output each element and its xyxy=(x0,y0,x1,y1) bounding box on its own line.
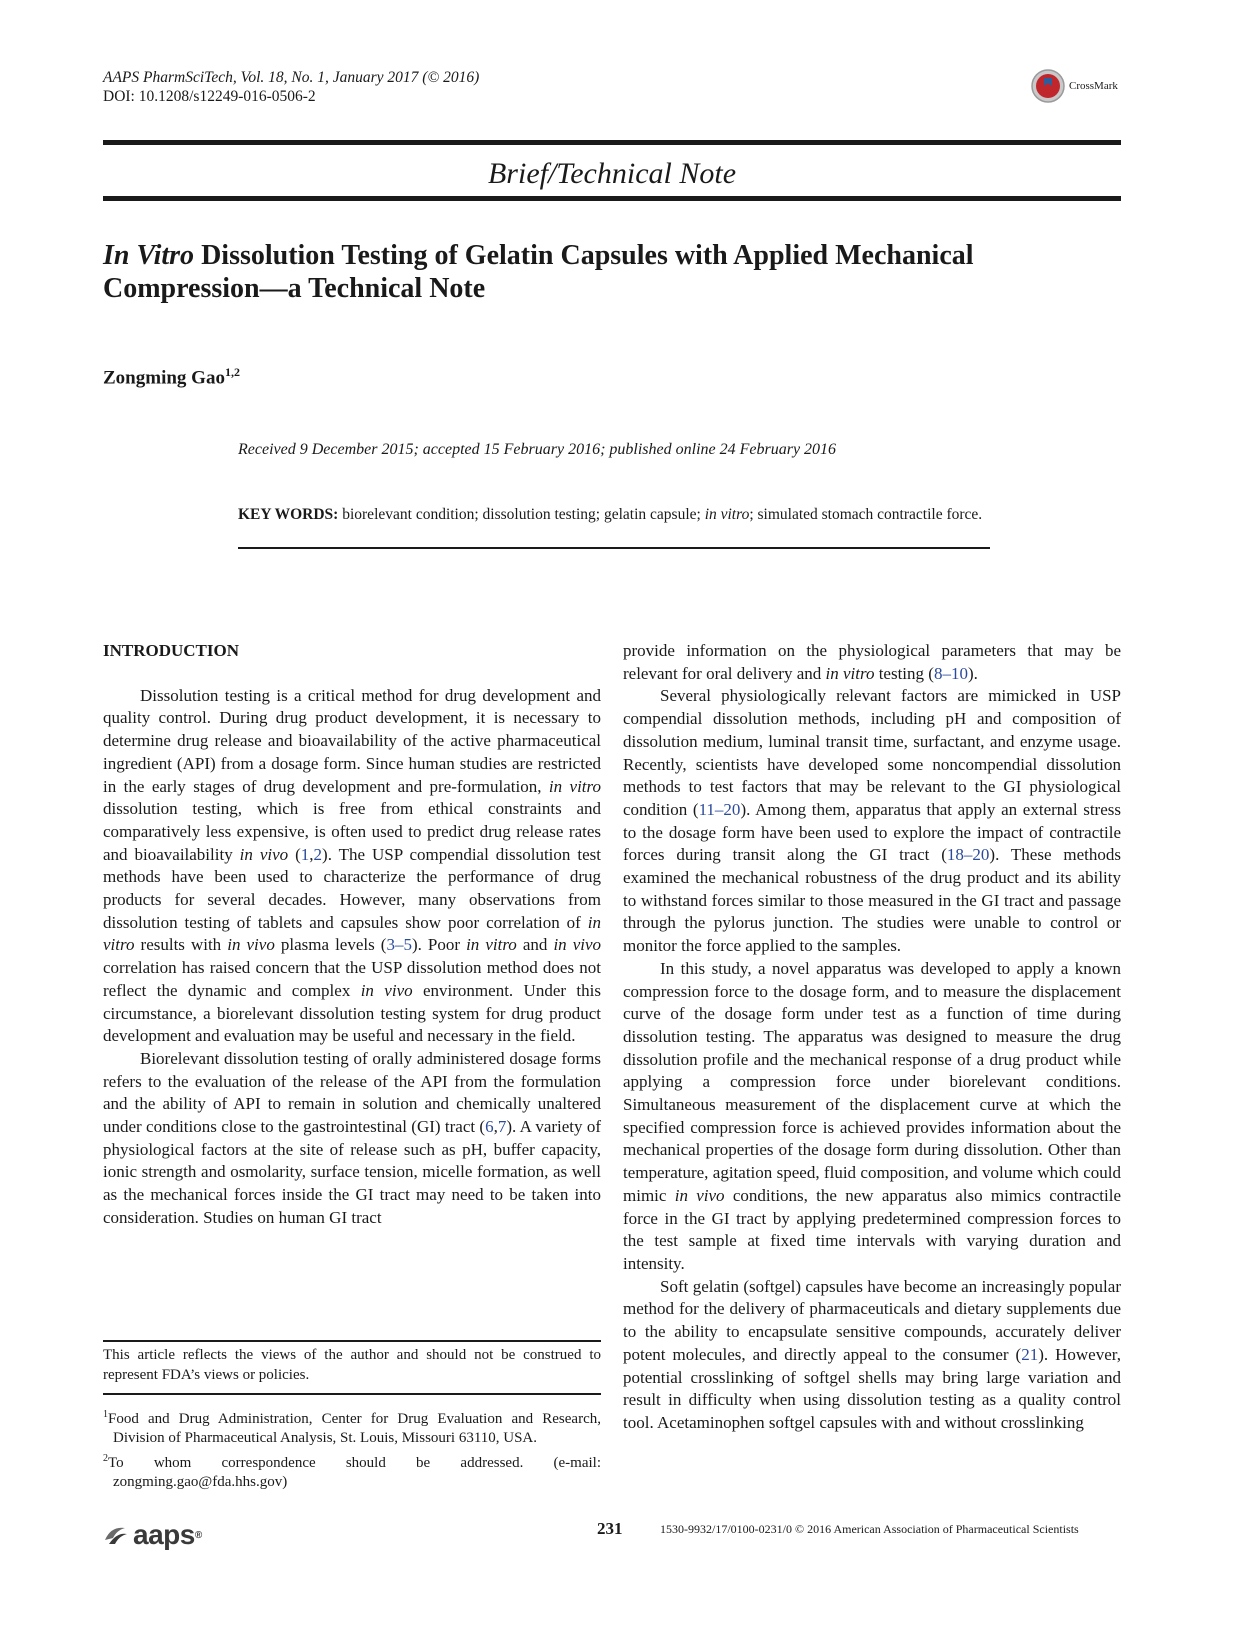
article-title xyxy=(103,239,1083,305)
text-run: ). However, potential crosslinking of softgel shells may bring large variation and result in difficulty when using dissolution testing as a quality control tool. Acetaminophen softgel capsules with and without crosslinking xyxy=(623,1344,1122,1432)
text-run: environment. Under this circumstance, a biorelevant dissolution testing system for drug product development and evaluation may be useful and necessary in the field. xyxy=(103,980,601,1046)
keywords-rule xyxy=(238,547,990,549)
left-column xyxy=(103,640,601,1230)
page-number: 231 xyxy=(597,1519,623,1538)
italic-text: in vivo xyxy=(553,935,602,955)
citation-link[interactable]: 2 xyxy=(313,844,323,864)
text-run: ). Poor xyxy=(411,935,467,955)
author-affiliation: 1,2 xyxy=(224,365,240,379)
keywords xyxy=(238,505,990,524)
text-run: Biorelevant dissolution testing of orally administered dosage forms refers to the evaluation of the release of the API from the formulation and the ability of API to remain in solution and chemically unaltered under conditions close to the gastrointestinal (GI) tract ( xyxy=(103,1048,601,1137)
paragraph xyxy=(623,1276,1121,1435)
citation-link[interactable]: 8–10 xyxy=(933,663,968,683)
keywords-text-italic: in vitro xyxy=(704,506,750,523)
text-run: testing ( xyxy=(874,663,934,683)
article-dates: Received 9 December 2015; accepted 15 February 2016; published online 24 February 2016 xyxy=(238,441,837,458)
footnote-2 xyxy=(103,1449,601,1493)
aaps-logo-icon xyxy=(103,1524,129,1546)
footnote-2-text: To whom correspondence should be addressed. (e-mail: zongming.gao@fda.hhs.gov) xyxy=(108,1454,601,1490)
doi-line[interactable]: DOI: 10.1208/s12249-016-0506-2 xyxy=(103,88,316,105)
italic-text: in vivo xyxy=(227,935,275,955)
text-run: Soft gelatin (softgel) capsules have become an increasingly popular method for the delivery of pharmaceuticals and dietary supplements due to the ability to encapsulate sensitive compounds, accurately deliver potent molecules, and directly appeal to the consumer ( xyxy=(623,1276,1121,1364)
crossmark-badge[interactable] xyxy=(1030,66,1148,106)
citation-link[interactable]: 1 xyxy=(300,844,310,864)
crossmark-icon xyxy=(1030,68,1066,104)
citation-link[interactable]: 11–20 xyxy=(698,799,741,819)
text-run: conditions, the new apparatus also mimics contractile force in the GI tract by applying predetermined compression forces to the test sample at fixed time intervals with varying duration and intensity. xyxy=(623,1185,1121,1273)
italic-text: in vivo xyxy=(360,980,413,1000)
text-run: , xyxy=(309,844,314,864)
section-type: Brief/Technical Note xyxy=(487,157,737,190)
citation-link[interactable]: 6 xyxy=(485,1117,494,1137)
italic-text: in vivo xyxy=(674,1185,725,1205)
aaps-logo-reg: ® xyxy=(194,1529,202,1541)
journal-citation xyxy=(103,68,479,106)
citation-link[interactable]: 7 xyxy=(497,1117,507,1137)
text-run: ). These methods examined the mechanical robustness of the drug product and its ability to withstand forces similar to those measured in the GI tract and passage through the pylorus junction. The studies were unable to control or monitor the force applied to the samples. xyxy=(623,845,1121,956)
author xyxy=(103,365,240,389)
footnotes xyxy=(103,1346,601,1493)
text-run: Several physiologically relevant factors are mimicked in USP compendial dissolution methods, including pH and composition of dissolution medium, luminal transit time, surfactant, and enzyme usage. Recently, scientists have developed some noncompendial dissolution methods to test factors that may be relevant to the GI physiological condition ( xyxy=(623,686,1121,819)
top-rule xyxy=(103,140,1121,145)
crossmark-label: CrossMark xyxy=(1069,80,1118,92)
italic-text: in vivo xyxy=(239,844,289,864)
footnote-rule xyxy=(103,1340,601,1342)
text-run: , xyxy=(493,1117,498,1137)
text-run: ). Among them, apparatus that apply an external stress to the dosage form have been used to explore the impact of contractile forces during transit along the GI tract ( xyxy=(623,799,1121,865)
text-run: ). xyxy=(967,663,978,683)
issn-line: 1530-9932/17/0100-0231/0 © 2016 American Association of Pharmaceutical Scientists xyxy=(660,1522,1079,1536)
fda-disclaimer: This article reflects the views of the author and should not be construed to represent FDA’s views or policies. xyxy=(103,1347,601,1383)
aaps-logo xyxy=(103,1519,202,1551)
text-run: and xyxy=(516,935,554,955)
footnote-2-mark: 2 xyxy=(103,1452,108,1464)
paragraph xyxy=(623,685,1121,957)
italic-text: in vitro xyxy=(103,912,601,955)
section-heading: INTRODUCTION xyxy=(103,641,240,660)
keywords-text-b: ; simulated stomach contractile force. xyxy=(749,506,983,523)
italic-text: in vitro xyxy=(548,776,601,796)
section-rule xyxy=(103,196,1121,201)
title-italic: In Vitro xyxy=(103,240,195,271)
paragraph xyxy=(103,1048,601,1230)
citation-link[interactable]: 18–20 xyxy=(946,845,990,865)
italic-text: in vitro xyxy=(466,935,517,955)
keywords-text-a: biorelevant condition; dissolution testing; gelatin capsule; xyxy=(338,506,705,523)
italic-text: in vitro xyxy=(825,663,875,683)
text-run: correlation has raised concern that the USP dissolution method does not reflect the dynamic and complex xyxy=(103,958,601,1000)
footnote-1-text: Food and Drug Administration, Center for Drug Evaluation and Research, Division of Pharmaceutical Analysis, St. Louis, Missouri 63110, USA. xyxy=(108,1410,601,1446)
text-run: Dissolution testing is a critical method for drug development and quality control. During drug product development, it is necessary to determine drug release and bioavailability of the active pharmaceutical ingredient (API) from a dosage form. Since human studies are restricted in the early stages of drug development and pre-formulation, xyxy=(103,685,601,796)
footnote-divider xyxy=(103,1393,601,1395)
title-rest: Dissolution Testing of Gelatin Capsules with Applied Mechanical Compression—a Technical Note xyxy=(103,240,974,304)
text-run: ). The USP compendial dissolution test methods have been used to characterize the performance of drug products for several decades. However, many observations from dissolution testing of tablets and capsules show poor correlation of xyxy=(103,844,601,932)
text-run: dissolution testing, which is free from ethical constraints and comparatively less expensive, is often used to predict drug release rates and bioavailability xyxy=(103,799,601,864)
text-run: results with xyxy=(134,935,228,955)
journal-line: AAPS PharmSciTech, Vol. 18, No. 1, January 2017 (© 2016) xyxy=(103,69,480,86)
text-run: ( xyxy=(288,844,301,864)
paragraph xyxy=(623,640,1121,685)
text-run: provide information on the physiological parameters that may be relevant for oral delivery and xyxy=(623,641,1121,683)
footnote-1-mark: 1 xyxy=(103,1408,108,1420)
text-run: plasma levels ( xyxy=(274,935,387,955)
keywords-label: KEY WORDS: xyxy=(238,506,339,523)
paragraph xyxy=(103,685,601,1048)
aaps-logo-text: aaps xyxy=(133,1519,195,1550)
right-column xyxy=(623,640,1121,1435)
citation-link[interactable]: 3–5 xyxy=(386,935,412,955)
text-run: ). A variety of physiological factors at the site of release such as pH, buffer capacity, ionic strength and osmolarity, surface tension, micelle formation, as well as the mechanical forces inside the GI tract may need to be taken into consideration. Studies on human GI tract xyxy=(103,1117,602,1227)
author-name: Zongming Gao xyxy=(103,367,225,389)
paragraph xyxy=(623,958,1121,1276)
text-run: In this study, a novel apparatus was developed to apply a known compression force to the dosage form, and to measure the displacement curve of the dosage form under test as a function of time during dissolution testing. The apparatus was designed to measure the drug dissolution profile and the mechanical response of a drug product while applying a compression force under biorelevant conditions. Simultaneous measurement of the displacement curve at which the specified compression force is achieved provides information about the mechanical properties of the dosage form during dissolution. Other than temperature, agitation speed, fluid composition, and volume which could mimic xyxy=(623,958,1121,1205)
citation-link[interactable]: 21 xyxy=(1021,1344,1039,1364)
footnote-1 xyxy=(103,1405,601,1449)
